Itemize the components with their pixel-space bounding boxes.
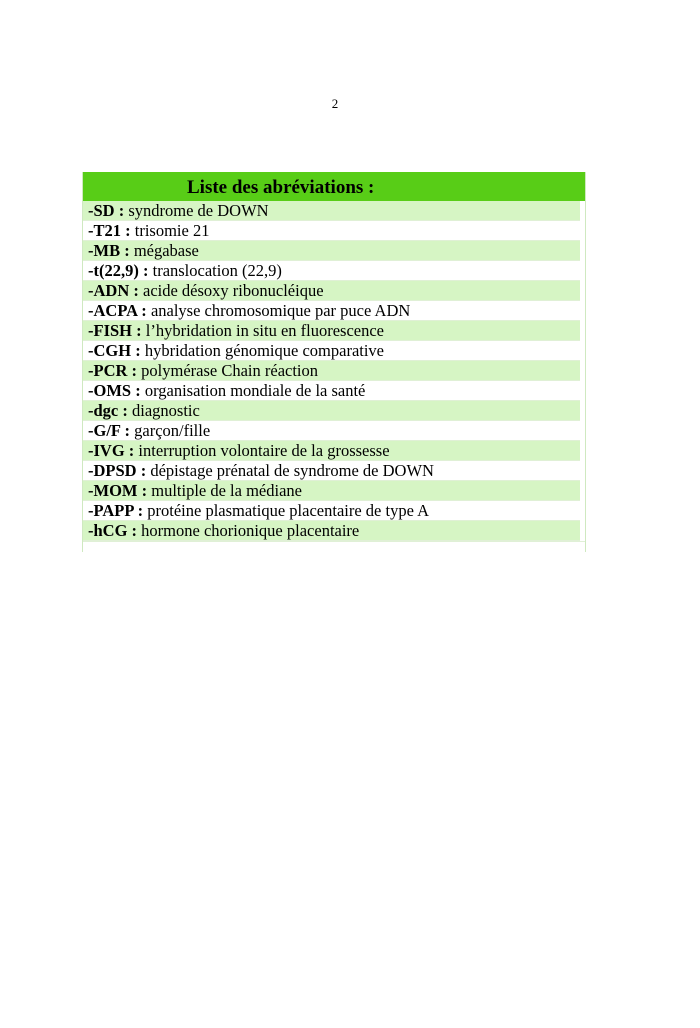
- abbreviation: -MOM :: [88, 481, 148, 500]
- abbreviation: -DPSD :: [88, 461, 147, 480]
- definition: dépistage prénatal de syndrome de DOWN: [146, 461, 434, 480]
- abbreviation: -PAPP :: [88, 501, 144, 520]
- abbreviation: -CGH :: [88, 341, 141, 360]
- definition: trisomie 21: [130, 221, 210, 240]
- abbreviation: -t(22,9) :: [88, 261, 149, 280]
- list-item: [83, 201, 580, 221]
- list-item: [83, 441, 580, 461]
- list-item: [83, 381, 580, 401]
- abbreviation: -dgc :: [88, 401, 128, 420]
- definition: acide désoxy ribonucléique: [138, 281, 324, 300]
- abbreviation: -ACPA :: [88, 301, 147, 320]
- list-item: [83, 241, 580, 261]
- definition: garçon/fille: [130, 421, 211, 440]
- list-item: [83, 401, 580, 421]
- abbreviation: -OMS :: [88, 381, 141, 400]
- abbreviation: -hCG :: [88, 521, 138, 540]
- abbreviation: -SD :: [88, 201, 125, 220]
- list-item: [83, 501, 580, 521]
- list-item: [83, 481, 580, 501]
- list-item: [83, 361, 580, 381]
- abbreviation: -MB :: [88, 241, 130, 260]
- list-item: [83, 281, 580, 301]
- table-bottom-spacer: [83, 541, 585, 552]
- page-number: 2: [331, 96, 339, 111]
- list-item: [83, 461, 580, 481]
- abbreviation: -T21 :: [88, 221, 131, 240]
- definition: mégabase: [129, 241, 199, 260]
- definition: hormone chorionique placentaire: [137, 521, 360, 540]
- list-item: [83, 321, 580, 341]
- list-item: [83, 261, 580, 281]
- definition: l’hybridation in situ en fluorescence: [141, 321, 385, 340]
- definition: interruption volontaire de la grossesse: [134, 441, 390, 460]
- abbreviation: -PCR :: [88, 361, 138, 380]
- abbreviation: -IVG :: [88, 441, 135, 460]
- abbreviations-table: [82, 172, 586, 552]
- definition: multiple de la médiane: [147, 481, 302, 500]
- list-item: [83, 221, 580, 241]
- list-item: [83, 301, 580, 321]
- list-item: [83, 341, 580, 361]
- abbreviation: -G/F :: [88, 421, 130, 440]
- definition: protéine plasmatique placentaire de type A: [143, 501, 430, 520]
- definition: analyse chromosomique par puce ADN: [146, 301, 411, 320]
- definition: translocation (22,9): [148, 261, 282, 280]
- abbreviation: -FISH :: [88, 321, 142, 340]
- table-title: Liste des abréviations :: [83, 172, 585, 201]
- abbreviation: -ADN :: [88, 281, 139, 300]
- definition: organisation mondiale de la santé: [140, 381, 366, 400]
- definition: polymérase Chain réaction: [137, 361, 319, 380]
- list-item: [83, 521, 580, 541]
- definition: diagnostic: [127, 401, 200, 420]
- definition: syndrome de DOWN: [124, 201, 269, 220]
- definition: hybridation génomique comparative: [140, 341, 385, 360]
- list-item: [83, 421, 580, 441]
